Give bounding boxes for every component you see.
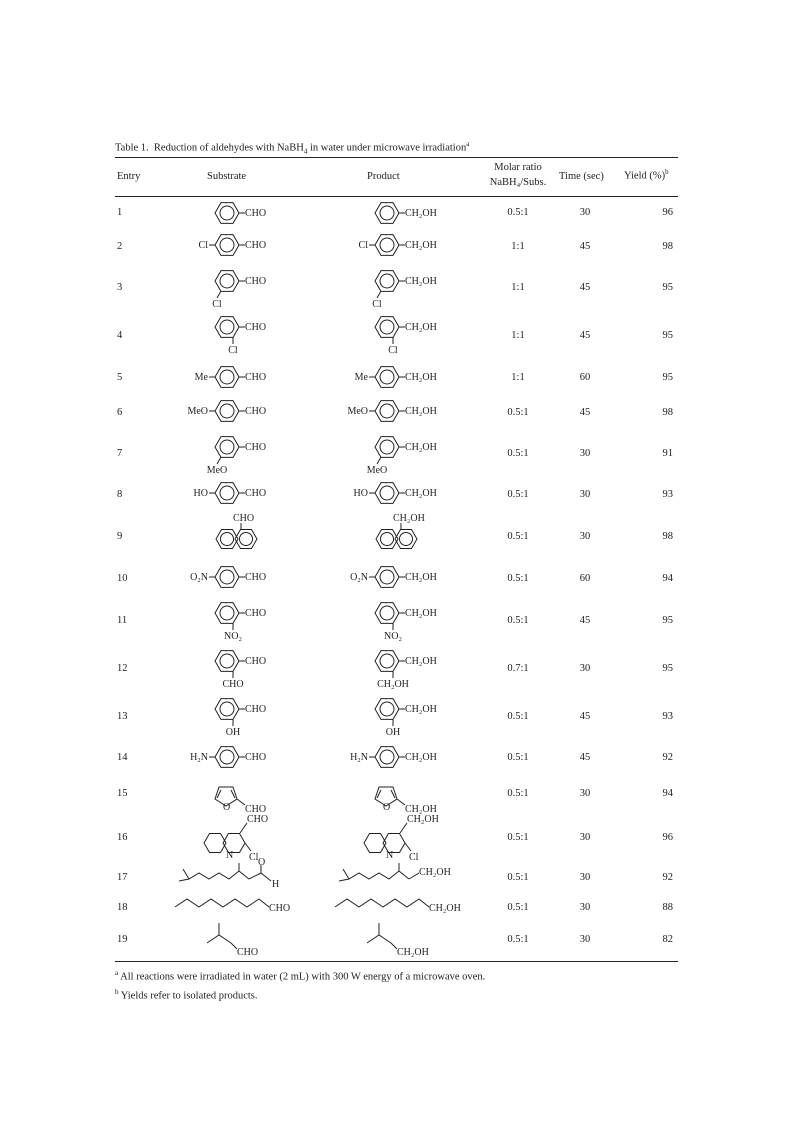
substrate-ortho-group: CHO — [222, 679, 244, 690]
molar-ratio-cell: 1:1 — [511, 372, 525, 383]
time-cell: 30 — [579, 448, 591, 459]
substrate-meta-group: Cl — [212, 299, 222, 310]
aromatic-circle — [380, 238, 394, 252]
entry-cell: 19 — [117, 934, 128, 945]
yield-cell: 82 — [662, 934, 673, 945]
substrate-structure — [175, 265, 305, 311]
yield-cell: 91 — [662, 448, 673, 459]
product-chloro: Cl — [409, 852, 419, 863]
table-row — [115, 775, 678, 813]
aromatic-circle — [220, 370, 234, 384]
substrate-structure — [175, 431, 305, 477]
aromatic-circle — [220, 274, 234, 288]
product-ortho-group: OH — [385, 727, 401, 738]
substrate-structure — [175, 775, 305, 813]
entry-cell: 12 — [117, 663, 128, 674]
caption-text: Reduction of aldehydes with NaBH — [153, 142, 304, 154]
yield-cell: 95 — [662, 372, 673, 383]
yield-cell: 88 — [662, 902, 673, 913]
bond — [409, 873, 419, 879]
product-para-group: CH₂OH — [405, 406, 437, 417]
header-yield-mark: b — [665, 168, 669, 176]
yield-cell: 92 — [662, 872, 673, 883]
product-left-group: Cl — [358, 240, 368, 251]
substrate-para-group: CHO — [245, 442, 267, 453]
aromatic-circle — [380, 404, 394, 418]
time-cell: 45 — [579, 282, 591, 293]
table-row — [115, 265, 678, 311]
entry-cell: 18 — [117, 902, 128, 913]
aromatic-circle — [220, 570, 234, 584]
caption-footnote-mark: a — [466, 140, 470, 148]
alkyl-chain — [249, 873, 271, 881]
aromatic-circle — [380, 274, 394, 288]
product-left-group: MeO — [347, 406, 368, 417]
footnote-a-mark: a — [115, 969, 119, 977]
substrate-ortho-group: Cl — [228, 345, 238, 356]
product-structure — [335, 311, 465, 361]
caption-text-2: in water under microwave irradiation — [307, 142, 467, 154]
product-top-group: CH₂OH — [393, 513, 425, 524]
table-row — [115, 813, 678, 863]
header-molar-line1: Molar ratio — [494, 162, 542, 173]
substrate-para-group: CHO — [245, 276, 267, 287]
aromatic-circle — [380, 440, 394, 454]
substrate-end-group: CHO — [269, 903, 291, 914]
substrate-top-group: CHO — [247, 814, 269, 825]
substrate-para-group: CHO — [245, 752, 267, 763]
product-structure — [335, 229, 465, 265]
product-structure — [335, 863, 465, 893]
product-top-group: CH₂OH — [407, 814, 439, 825]
time-cell: 30 — [579, 489, 591, 500]
product-left-group: O₂N — [350, 572, 368, 583]
substrate-left-group: MeO — [187, 406, 208, 417]
substrate-structure — [175, 361, 305, 395]
entry-cell: 2 — [117, 241, 123, 252]
product-para-group: CH₂OH — [405, 488, 437, 499]
bond — [217, 291, 221, 298]
substrate-para-group: CHO — [245, 572, 267, 583]
entry-cell: 1 — [117, 207, 123, 218]
product-structure — [335, 893, 465, 923]
substrate-left-group: O₂N — [190, 572, 208, 583]
entry-cell: 17 — [117, 872, 128, 883]
time-cell: 60 — [579, 372, 591, 383]
product-end-group: CH₂OH — [429, 903, 461, 914]
footnote-b-text: Yields refer to isolated products. — [118, 990, 258, 1001]
substrate-structure — [175, 229, 305, 265]
substrate-para-group: CHO — [245, 656, 267, 667]
molar-ratio-cell: 0.5:1 — [507, 615, 529, 626]
table-row — [115, 477, 678, 513]
molar-ratio-cell: 1:1 — [511, 282, 525, 293]
entry-cell: 15 — [117, 788, 128, 799]
product-structure — [335, 597, 465, 645]
alkyl-chain — [207, 935, 231, 943]
product-left-group: H₂N — [350, 752, 368, 763]
molar-ratio-cell: 1:1 — [511, 330, 525, 341]
aromatic-circle — [220, 238, 234, 252]
yield-cell: 95 — [662, 615, 673, 626]
header-entry: Entry — [117, 171, 141, 182]
molar-ratio-cell: 0.5:1 — [507, 531, 529, 542]
product-para-group: CH₂OH — [405, 208, 437, 219]
yield-cell: 98 — [662, 241, 673, 252]
substrate-structure — [175, 893, 305, 923]
bond — [217, 457, 221, 464]
caption-label: Table 1. — [115, 142, 149, 154]
product-structure — [335, 741, 465, 775]
aromatic-circle — [240, 533, 253, 546]
product-ring-oxygen: O — [383, 802, 391, 813]
molar-ratio-cell: 0.5:1 — [507, 407, 529, 418]
molar-ratio-cell: 0.5:1 — [507, 711, 529, 722]
aromatic-circle — [380, 486, 394, 500]
yield-cell: 92 — [662, 752, 673, 763]
substrate-para-group: CHO — [245, 406, 267, 417]
aromatic-circle — [220, 404, 234, 418]
substrate-structure — [175, 561, 305, 597]
entry-cell: 6 — [117, 407, 123, 418]
product-structure — [335, 395, 465, 431]
bond — [397, 799, 405, 805]
substrate-side-group: CHO — [245, 804, 267, 815]
aromatic-circle — [220, 486, 234, 500]
molar-ratio-cell: 1:1 — [511, 241, 525, 252]
table-row — [115, 741, 678, 775]
substrate-left-group: Me — [194, 372, 208, 383]
product-para-group: CH₂OH — [405, 752, 437, 763]
aromatic-circle — [380, 370, 394, 384]
yield-cell: 95 — [662, 663, 673, 674]
table-caption — [115, 137, 678, 156]
product-para-group: CH₂OH — [405, 572, 437, 583]
substrate-structure — [175, 197, 305, 229]
header-substrate: Substrate — [207, 171, 247, 182]
table-header — [115, 158, 678, 196]
header-yield-text: Yield (%) — [624, 170, 666, 182]
footnote-b — [115, 985, 678, 1004]
substrate-structure — [175, 923, 305, 957]
substrate-meta-group: MeO — [206, 465, 228, 476]
substrate-para-group: CHO — [245, 322, 267, 333]
product-meta-group: MeO — [366, 465, 388, 476]
product-structure — [335, 813, 465, 863]
table-row — [115, 923, 678, 957]
bond — [377, 291, 381, 298]
product-left-group: Me — [354, 372, 368, 383]
time-cell: 60 — [579, 573, 591, 584]
substrate-structure — [175, 645, 305, 693]
table-row — [115, 431, 678, 477]
entry-cell: 16 — [117, 832, 128, 843]
product-structure — [335, 197, 465, 229]
alkyl-chain — [367, 935, 391, 943]
molar-ratio-cell: 0.5:1 — [507, 902, 529, 913]
yield-cell: 95 — [662, 282, 673, 293]
table-row — [115, 229, 678, 265]
substrate-structure — [175, 395, 305, 431]
product-para-group: CH₂OH — [405, 656, 437, 667]
aromatic-circle — [381, 533, 394, 546]
table-row — [115, 311, 678, 361]
product-end-group: CH₂OH — [397, 947, 429, 958]
molar-ratio-cell: 0.5:1 — [507, 448, 529, 459]
molar-ratio-cell: 0.5:1 — [507, 752, 529, 763]
molar-ratio-cell: 0.7:1 — [507, 663, 529, 674]
substrate-chloro: Cl — [249, 852, 259, 863]
product-structure — [335, 477, 465, 513]
product-structure — [335, 775, 465, 813]
footnote-a — [115, 966, 678, 985]
molar-ratio-cell: 0.5:1 — [507, 788, 529, 799]
aromatic-circle — [380, 702, 394, 716]
bond — [400, 823, 407, 833]
bond — [405, 843, 411, 851]
product-para-group: CH₂OH — [405, 442, 437, 453]
table-row — [115, 893, 678, 923]
product-para-group: CH₂OH — [405, 276, 437, 287]
aromatic-circle — [220, 702, 234, 716]
aromatic-circle — [220, 750, 234, 764]
substrate-left-group: Cl — [198, 240, 208, 251]
substrate-ring-nitrogen: N — [226, 850, 234, 861]
substrate-aldehyde-h: H — [272, 879, 280, 890]
entry-cell: 10 — [117, 573, 128, 584]
aromatic-circle — [380, 750, 394, 764]
aromatic-circle — [220, 654, 234, 668]
alkyl-chain — [175, 899, 269, 907]
yield-cell: 96 — [662, 207, 673, 218]
product-ortho-group: CH₂OH — [377, 679, 409, 690]
product-structure — [335, 431, 465, 477]
substrate-left-group: H₂N — [190, 752, 208, 763]
time-cell: 45 — [579, 241, 591, 252]
substrate-structure — [175, 513, 305, 561]
product-structure — [335, 361, 465, 395]
substrate-structure — [175, 311, 305, 361]
entry-cell: 11 — [117, 615, 128, 626]
table-row — [115, 561, 678, 597]
yield-cell: 94 — [662, 573, 673, 584]
substrate-para-group: CHO — [245, 608, 267, 619]
time-cell: 45 — [579, 615, 591, 626]
substrate-para-group: CHO — [245, 208, 267, 219]
bottom-rule — [115, 961, 678, 962]
header-molar-line2: NaBH₄/Subs. — [489, 177, 547, 188]
product-ring-nitrogen: N — [386, 850, 394, 861]
substrate-structure — [175, 741, 305, 775]
aromatic-circle — [380, 320, 394, 334]
substrate-ring-oxygen: O — [223, 802, 231, 813]
substrate-structure — [175, 693, 305, 741]
aromatic-circle — [380, 654, 394, 668]
yield-cell: 93 — [662, 711, 673, 722]
aromatic-circle — [380, 606, 394, 620]
product-structure — [335, 561, 465, 597]
product-structure — [335, 923, 465, 957]
aromatic-circle — [380, 206, 394, 220]
footnote-b-mark: b — [115, 987, 119, 996]
bond — [240, 823, 247, 833]
table-body — [115, 197, 678, 957]
product-side-group: CH₂OH — [405, 804, 437, 815]
time-cell: 30 — [579, 531, 591, 542]
bond — [377, 457, 381, 464]
entry-cell: 3 — [117, 282, 123, 293]
product-para-group: CH₂OH — [405, 322, 437, 333]
caption-sub: 4 — [303, 147, 308, 156]
molar-ratio-cell: 0.5:1 — [507, 207, 529, 218]
time-cell: 30 — [579, 934, 591, 945]
molar-ratio-cell: 0.5:1 — [507, 872, 529, 883]
time-cell: 30 — [579, 832, 591, 843]
time-cell: 30 — [579, 872, 591, 883]
bond — [245, 843, 251, 851]
substrate-para-group: CHO — [245, 704, 267, 715]
product-ortho-group: NO₂ — [384, 631, 402, 642]
product-para-group: CH₂OH — [405, 608, 437, 619]
entry-cell: 7 — [117, 448, 123, 459]
substrate-ortho-group: NO₂ — [224, 631, 242, 642]
substrate-structure — [175, 477, 305, 513]
yield-cell: 94 — [662, 788, 673, 799]
product-ortho-group: Cl — [388, 345, 398, 356]
aromatic-circle — [380, 570, 394, 584]
substrate-para-group: CHO — [245, 488, 267, 499]
footnotes — [115, 966, 678, 1003]
time-cell: 45 — [579, 752, 591, 763]
alkyl-chain — [335, 899, 429, 907]
substrate-top-group: CHO — [233, 513, 255, 524]
aromatic-circle — [400, 533, 413, 546]
table-row — [115, 645, 678, 693]
aromatic-circle — [220, 206, 234, 220]
molar-ratio-cell: 0.5:1 — [507, 934, 529, 945]
product-meta-group: Cl — [372, 299, 382, 310]
aromatic-circle — [221, 533, 234, 546]
substrate-ortho-group: OH — [225, 727, 241, 738]
substrate-structure — [175, 597, 305, 645]
bond — [237, 799, 245, 805]
table-row — [115, 197, 678, 229]
table-row — [115, 693, 678, 741]
header-time: Time (sec) — [559, 171, 604, 182]
time-cell: 45 — [579, 407, 591, 418]
table-row — [115, 597, 678, 645]
yield-cell: 93 — [662, 489, 673, 500]
substrate-para-group: CHO — [245, 372, 267, 383]
substrate-carbonyl-oxygen: O — [258, 857, 266, 868]
time-cell: 30 — [579, 788, 591, 799]
product-para-group: CH₂OH — [405, 372, 437, 383]
substrate-end-group: CHO — [237, 947, 259, 958]
entry-cell: 9 — [117, 531, 123, 542]
aromatic-circle — [220, 606, 234, 620]
time-cell: 45 — [579, 330, 591, 341]
product-structure — [335, 513, 465, 561]
substrate-para-group: CHO — [245, 240, 267, 251]
table-row — [115, 395, 678, 431]
time-cell: 30 — [579, 902, 591, 913]
product-end-group: CH₂OH — [419, 867, 451, 878]
yield-cell: 98 — [662, 407, 673, 418]
product-para-group: CH₂OH — [405, 240, 437, 251]
entry-cell: 13 — [117, 711, 128, 722]
aromatic-circle — [220, 320, 234, 334]
header-product: Product — [367, 171, 400, 182]
table-row — [115, 361, 678, 395]
entry-cell: 14 — [117, 752, 128, 763]
substrate-left-group: HO — [193, 488, 208, 499]
product-left-group: HO — [353, 488, 368, 499]
substrate-structure — [175, 813, 305, 863]
yield-cell: 95 — [662, 330, 673, 341]
product-para-group: CH₂OH — [405, 704, 437, 715]
yield-cell: 96 — [662, 832, 673, 843]
entry-cell: 4 — [117, 330, 123, 341]
table-row — [115, 513, 678, 561]
time-cell: 30 — [579, 207, 591, 218]
yield-cell: 98 — [662, 531, 673, 542]
entry-cell: 5 — [117, 372, 123, 383]
time-cell: 45 — [579, 711, 591, 722]
table-1 — [115, 137, 678, 1003]
molar-ratio-cell: 0.5:1 — [507, 832, 529, 843]
entry-cell: 8 — [117, 489, 123, 500]
molar-ratio-cell: 0.5:1 — [507, 573, 529, 584]
product-structure — [335, 265, 465, 311]
molar-ratio-cell: 0.5:1 — [507, 489, 529, 500]
header-yield — [624, 168, 669, 182]
time-cell: 30 — [579, 663, 591, 674]
product-structure — [335, 645, 465, 693]
product-structure — [335, 693, 465, 741]
footnote-a-text: All reactions were irradiated in water (2 mL) with 300 W energy of a microwave oven. — [118, 971, 486, 983]
aromatic-circle — [220, 440, 234, 454]
